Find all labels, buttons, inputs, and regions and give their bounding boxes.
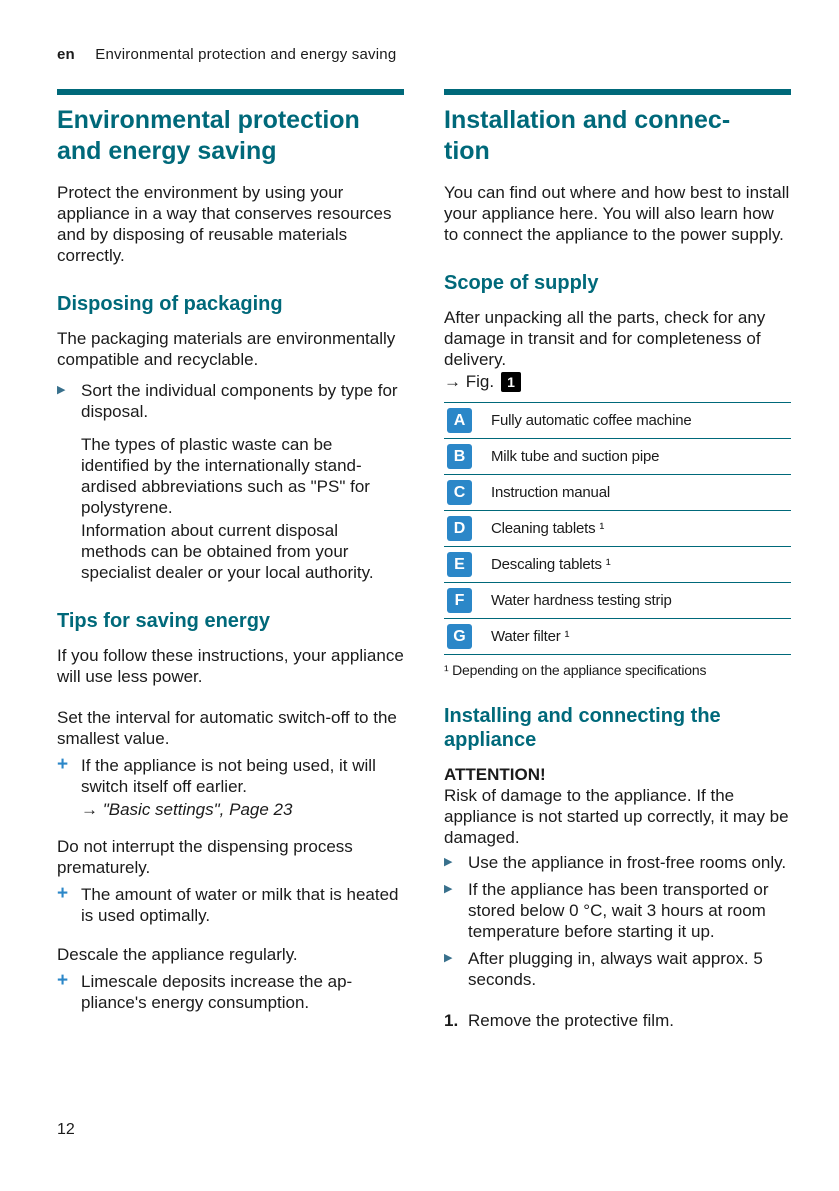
figure-number-badge: 1 xyxy=(501,372,521,392)
numbered-step-remove-film xyxy=(444,1010,791,1031)
cross-reference-basic-settings: → "Basic settings", Page 23 xyxy=(81,800,293,819)
scope-of-supply-table xyxy=(444,402,791,655)
item-key-badge: C xyxy=(447,480,472,505)
table-row xyxy=(444,403,791,439)
left-column xyxy=(57,89,404,1031)
item-label: Instruction manual xyxy=(491,484,610,501)
heading-rule xyxy=(57,89,404,95)
bullet-item-frost-free xyxy=(444,852,791,875)
plus-item-switch-off xyxy=(57,755,404,822)
item-label: Descaling tablets ¹ xyxy=(491,556,611,573)
chapter-heading-installation: Installation and connection xyxy=(444,106,731,165)
plus-icon: + xyxy=(57,883,69,904)
bullet-triangle-icon: ▶ xyxy=(444,856,453,868)
item-label: Cleaning tablets ¹ xyxy=(491,520,605,537)
bullet-triangle-icon: ▶ xyxy=(444,952,453,964)
plus-item-water-milk xyxy=(57,884,404,928)
table-row xyxy=(444,583,791,619)
bullet-triangle-icon: ▶ xyxy=(444,883,453,895)
bullet-text: Sort the individual components by type for disposal. xyxy=(81,381,398,421)
two-column-layout xyxy=(57,89,791,1031)
plus-text: The amount of water or milk that is heated is used optimally. xyxy=(81,885,399,925)
bullet-item-sort-components xyxy=(57,380,404,424)
item-key-badge: E xyxy=(447,552,472,577)
table-row xyxy=(444,439,791,475)
paragraph-dispensing: Do not interrupt the dispensing process prematurely. xyxy=(57,837,353,877)
table-row xyxy=(444,475,791,511)
attention-text: Risk of damage to the appliance. If the appliance is not started up correctly, it may be damaged. xyxy=(444,786,789,847)
paragraph-plastic-waste: The types of plastic waste can be identified by the internationally standardised abbreviations such as "PS" for polystyrene. xyxy=(81,435,370,517)
table-row xyxy=(444,511,791,547)
right-column xyxy=(444,89,791,1031)
figure-reference-text: → Fig. xyxy=(444,372,495,391)
plus-item-limescale xyxy=(57,971,404,1015)
item-label: Milk tube and suction pipe xyxy=(491,448,660,465)
paragraph-environment-intro: Protect the environment by using your appliance in a way that conserves resources and by disposing of reusable materials correctly. xyxy=(57,183,392,265)
step-number: 1. xyxy=(444,1011,459,1030)
table-footnote: ¹ Depending on the appliance specifications xyxy=(444,662,707,678)
plus-text: Limescale deposits increase the appliance's energy consumption. xyxy=(81,972,353,1012)
plus-icon: + xyxy=(57,754,69,775)
header-language: en xyxy=(57,46,75,63)
page-number: 12 xyxy=(57,1121,75,1138)
bullet-item-temperature-wait xyxy=(444,879,791,944)
item-key-badge: B xyxy=(447,444,472,469)
chapter-heading-environment: Environmental protection and energy saving xyxy=(57,106,360,165)
item-key-badge: G xyxy=(447,624,472,649)
section-heading-disposing-packaging: Disposing of packaging xyxy=(57,293,283,315)
section-heading-installing-connecting: Installing and connecting the appliance xyxy=(444,705,721,751)
table-row xyxy=(444,547,791,583)
item-key-badge: D xyxy=(447,516,472,541)
attention-label: ATTENTION! xyxy=(444,765,546,784)
item-label: Water hardness testing strip xyxy=(491,592,672,609)
table-row xyxy=(444,619,791,655)
paragraph-switch-off: Set the interval for automatic switch-off to the smallest value. xyxy=(57,708,397,748)
plus-icon: + xyxy=(57,970,69,991)
header-title: Environmental protection and energy saving xyxy=(95,46,397,63)
bullet-item-plug-in-wait xyxy=(444,948,791,992)
heading-rule xyxy=(444,89,791,95)
bullet-triangle-icon: ▶ xyxy=(57,384,66,396)
section-heading-saving-energy: Tips for saving energy xyxy=(57,610,271,632)
bullet-text: Use the appliance in frost-free rooms only. xyxy=(468,853,787,872)
item-label: Water filter ¹ xyxy=(491,628,570,645)
paragraph-scope: After unpacking all the parts, check for any damage in transit and for completeness of delivery. xyxy=(444,308,766,369)
item-key-badge: A xyxy=(447,408,472,433)
paragraph-disposal-info: Information about current disposal methods can be obtained from your specialist dealer or your local authority. xyxy=(81,521,374,582)
paragraph-packaging: The packaging materials are environmentally compatible and recyclable. xyxy=(57,329,396,369)
paragraph-descale: Descale the appliance regularly. xyxy=(57,945,298,964)
section-heading-scope-of-supply: Scope of supply xyxy=(444,272,599,294)
running-header xyxy=(57,46,791,63)
plus-text: If the appliance is not being used, it will switch itself off earlier. xyxy=(81,756,376,796)
bullet-text: If the appliance has been transported or stored below 0 °C, wait 3 hours at room temperature before starting it up. xyxy=(468,880,769,941)
bullet-text: After plugging in, always wait approx. 5 seconds. xyxy=(468,949,763,989)
paragraph-installation-intro: You can find out where and how best to install your appliance here. You will also learn how to connect the appliance to the power supply. xyxy=(444,183,790,244)
item-label: Fully automatic coffee machine xyxy=(491,412,692,429)
figure-reference xyxy=(444,372,791,392)
item-key-badge: F xyxy=(447,588,472,613)
paragraph-energy-intro: If you follow these instructions, your appliance will use less power. xyxy=(57,646,404,686)
step-text: Remove the protective film. xyxy=(468,1011,674,1030)
